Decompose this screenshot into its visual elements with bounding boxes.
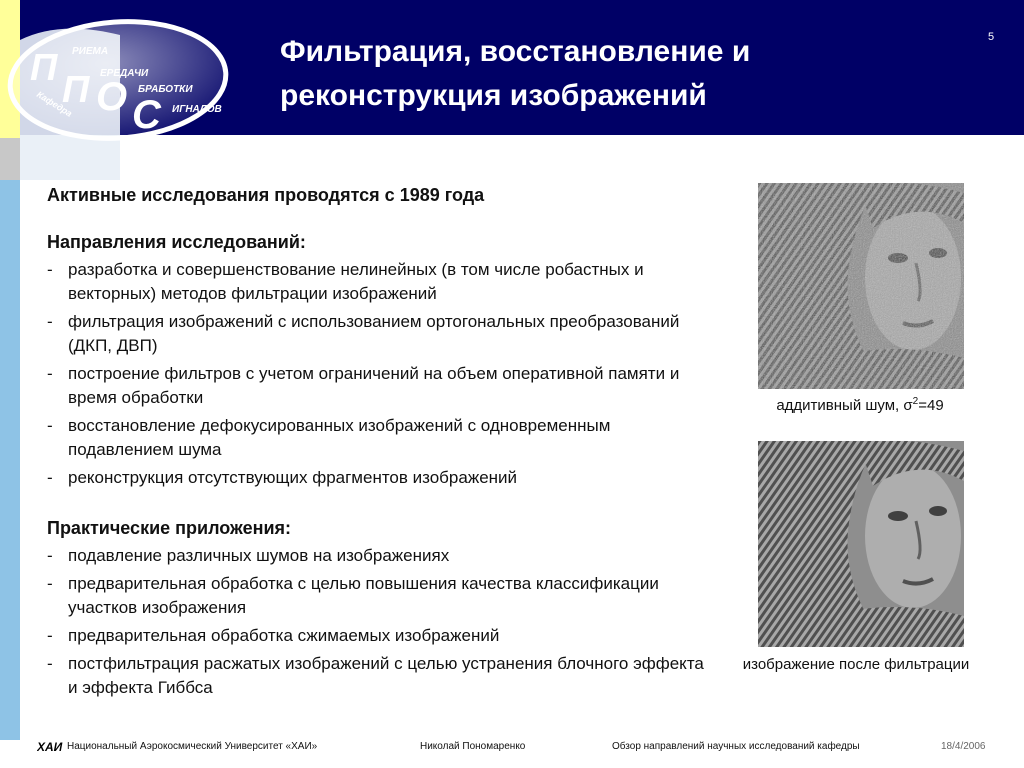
logo-word-4: ИГНАЛОВ	[172, 104, 222, 115]
slide-title-line-1: Фильтрация, восстановление и	[280, 35, 751, 68]
page-number: 5	[988, 31, 995, 43]
logo-letter-s: С	[132, 93, 161, 137]
slide-title	[280, 30, 920, 118]
list-item: - восстановление дефокусированных изображений с одновременным подавлением шума	[47, 414, 717, 462]
list-item: - построение фильтров с учетом ограничений на объем оперативной памяти и время обработки	[47, 362, 717, 410]
logo-word-1: РИЕМА	[72, 46, 109, 57]
slide-title-line-2: реконструкция изображений	[280, 79, 707, 112]
noise-caption-sup: 2	[912, 396, 919, 407]
footer-author: Николай Пономаренко	[420, 741, 526, 752]
logo-kafedra: Кафедра	[34, 89, 74, 119]
directions-heading: Направления исследований:	[47, 232, 306, 252]
noise-caption-value: =49	[918, 397, 944, 414]
noisy-image	[758, 183, 964, 389]
active-research-heading: Активные исследования проводятся с 1989 года	[47, 185, 485, 205]
logo-letter-p1: П	[30, 47, 58, 89]
noise-caption-text: аддитивный шум, σ	[776, 397, 913, 414]
logo-word-2: ЕРЕДАЧИ	[100, 68, 149, 79]
list-item: - предварительная обработка с целью повышения качества классификации участков изображения	[47, 572, 717, 620]
filtered-caption: изображение после фильтрации	[742, 656, 970, 673]
list-item: - фильтрация изображений с использованием ортогональных преобразований (ДКП, ДВП)	[47, 310, 717, 358]
logo-word-3: БРАБОТКИ	[138, 84, 193, 95]
logo-letter-o: О	[96, 75, 128, 119]
footer-university: Национальный Аэрокосмический Университет «ХАИ»	[67, 741, 318, 752]
noise-caption	[740, 396, 980, 414]
footer-topic: Обзор направлений научных исследований кафедры	[612, 741, 860, 752]
list-item: - подавление различных шумов на изображениях	[47, 544, 717, 568]
logo-letter-p2: П	[62, 69, 90, 111]
list-item: - постфильтрация расжатых изображений с целью устранения блочного эффекта и эффекта Гиббса	[47, 652, 717, 700]
slide-body	[47, 183, 717, 704]
directions-list	[47, 258, 717, 490]
slide-footer	[0, 736, 1024, 760]
applications-list	[47, 544, 717, 700]
list-item: - предварительная обработка сжимаемых изображений	[47, 624, 717, 648]
university-logo-text: ХАИ	[37, 740, 63, 753]
list-item: - разработка и совершенствование нелинейных (в том числе робастных и векторных) методов фильтрации изображений	[47, 258, 717, 306]
footer-date: 18/4/2006	[941, 741, 986, 752]
university-logo-icon	[37, 739, 63, 753]
department-logo	[0, 0, 240, 180]
applications-heading: Практические приложения:	[47, 518, 292, 538]
list-item: - реконструкция отсутствующих фрагментов изображений	[47, 466, 717, 490]
filtered-image	[758, 441, 964, 647]
left-stripe-blue	[0, 180, 20, 740]
